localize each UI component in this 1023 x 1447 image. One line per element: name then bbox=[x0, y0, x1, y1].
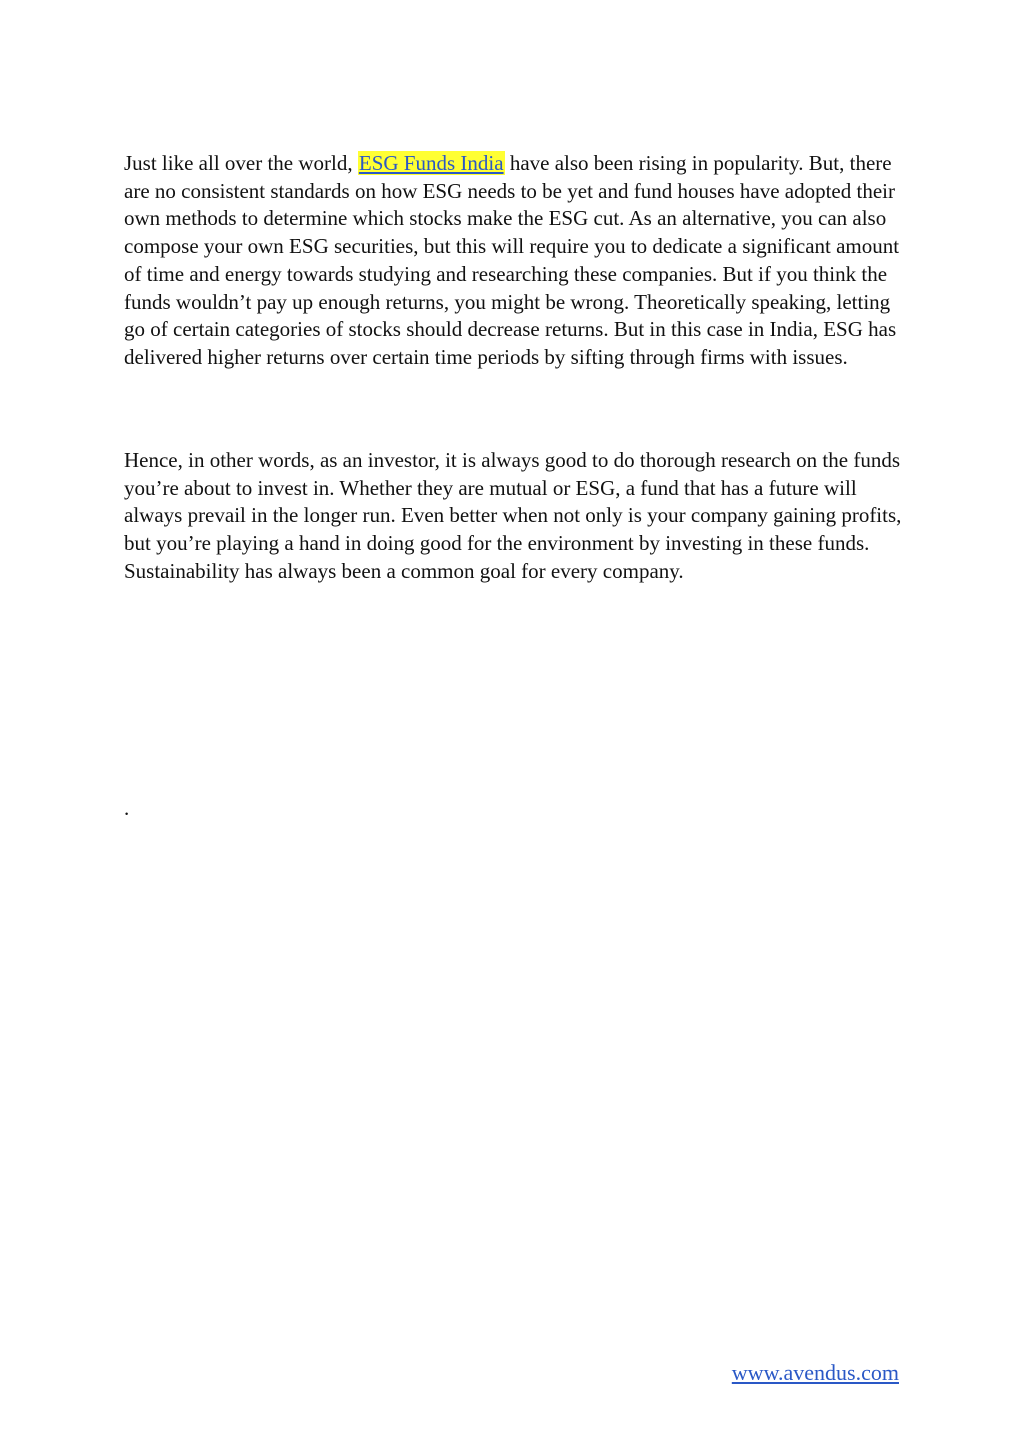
paragraph-conclusion: Hence, in other words, as an investor, it is always good to do thorough research on the funds you’re about to invest in. Whether they are mutual or ESG, a fund that has a future will always prevail in the longer run. Even better when not only is your company gaining profits, but you’re playing a hand in doing good for the environment by investing in these funds. Sustainability has always been a common goal for every company. bbox=[124, 448, 902, 583]
esg-funds-india-link[interactable]: ESG Funds India bbox=[358, 151, 504, 175]
paragraph-intro-body: have also been rising in popularity. But, there are no consistent standards on how ESG needs to be yet and fund houses have adopted their own methods to determine which stocks make the ESG cut. As an alternative, you can also compose your own ESG securities, but this will require you to dedicate a significant amount of time and energy towards studying and researching these companies. But if you think the funds wouldn’t pay up enough returns, you might be wrong. Theoretically speaking, letting go of certain categories of stocks should decrease returns. But in this case in India, ESG has delivered higher returns over certain time periods by sifting through firms with issues. bbox=[124, 151, 900, 369]
paragraph-intro bbox=[124, 150, 904, 372]
stray-period: . bbox=[124, 796, 130, 820]
paragraph-intro-lead: Just like all over the world, bbox=[124, 151, 358, 175]
footer-website-link[interactable]: www.avendus.com bbox=[731, 1360, 899, 1385]
